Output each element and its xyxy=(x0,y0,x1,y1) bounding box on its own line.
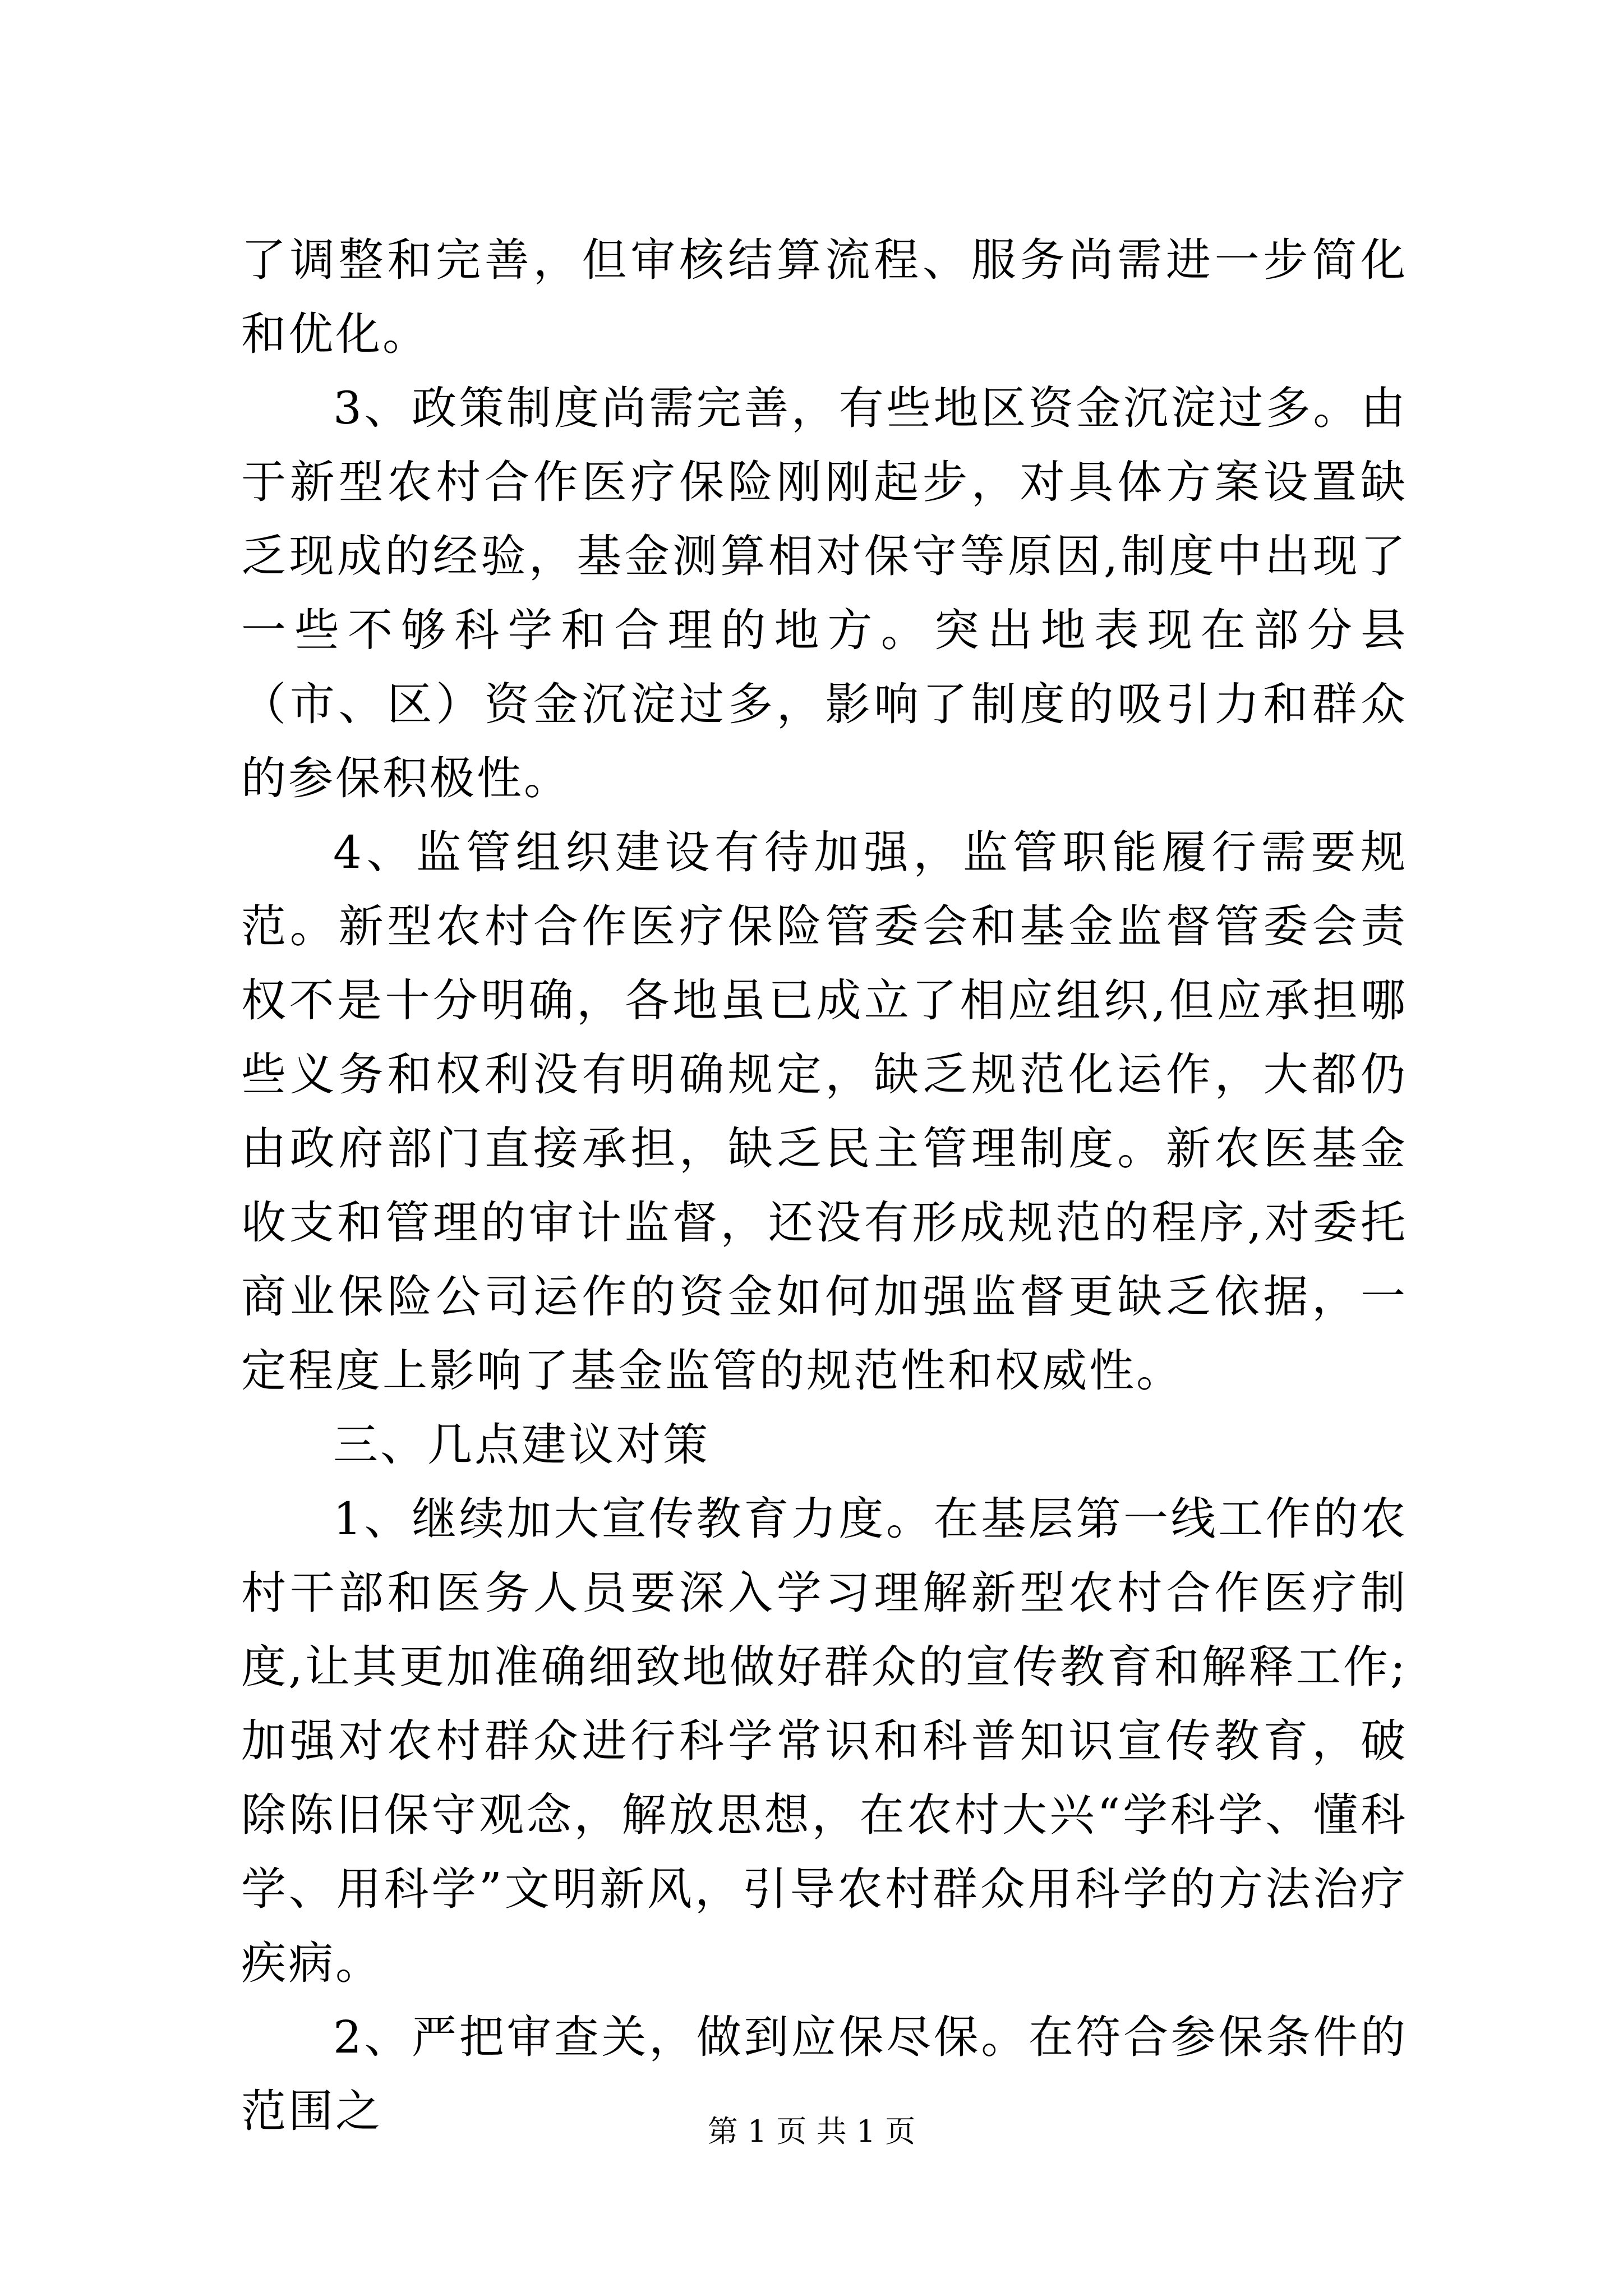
paragraph-1: 了调整和完善，但审核结算流程、服务尚需进一步简化和优化。 xyxy=(241,234,1408,360)
page-number-footer: 第 1 页 共 1 页 xyxy=(707,2114,916,2149)
paragraph-5: 2、严把审查关，做到应保尽保。在符合参保条件的范围之 xyxy=(241,2011,1408,2137)
document-body xyxy=(241,223,1408,2148)
section-heading: 三、几点建议对策 xyxy=(333,1419,710,1471)
paragraph-3: 4、监管组织建设有待加强，监管职能履行需要规范。新型农村合作医疗保险管委会和基金监督管委会责权不是十分明确，各地虽已成立了相应组织,但应承担哪些义务和权利没有明确规定，缺乏规范化运作，大都仍由政府部门直接承担，缺乏民主管理制度。新农医基金收支和管理的审计监督，还没有形成规范的程序,对委托商业保险公司运作的资金如何加强监督更缺乏依据，一定程度上影响了基金监管的规范性和权威性。 xyxy=(241,826,1408,1397)
paragraph-4: 1、继续加大宣传教育力度。在基层第一线工作的农村干部和医务人员要深入学习理解新型农村合作医疗制度,让其更加准确细致地做好群众的宣传教育和解释工作;加强对农村群众进行科学常识和科普知识宣传教育，破除陈旧保守观念，解放思想，在农村大兴“学科学、懂科学、用科学”文明新风，引导农村群众用科学的方法治疗疾病。 xyxy=(241,1493,1408,1989)
paragraph-2: 3、政策制度尚需完善，有些地区资金沉淀过多。由于新型农村合作医疗保险刚刚起步，对具体方案设置缺乏现成的经验，基金测算相对保守等原因,制度中出现了一些不够科学和合理的地方。突出地表现在部分县（市、区）资金沉淀过多，影响了制度的吸引力和群众的参保积极性。 xyxy=(241,382,1408,804)
